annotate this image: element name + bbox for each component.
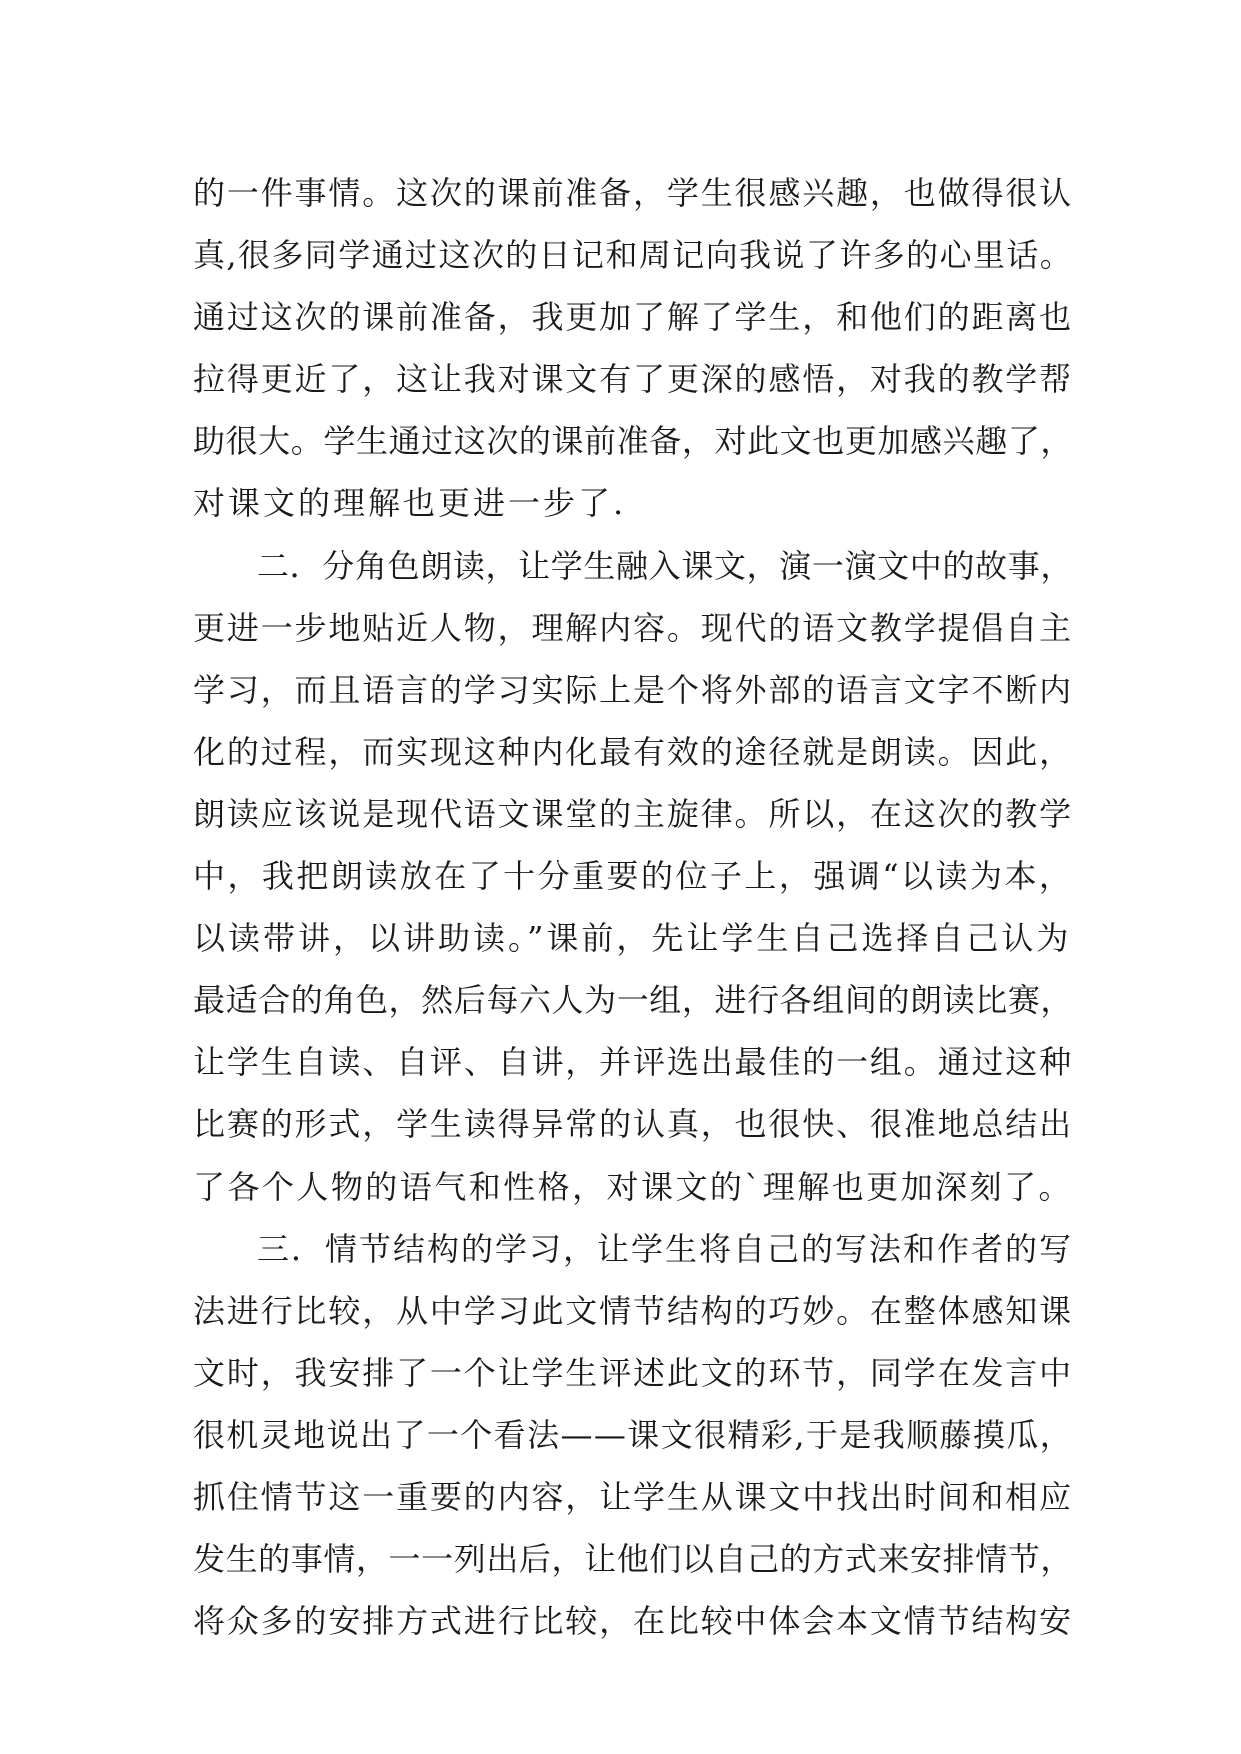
- text-line: 让学生自读、自评、自讲，并评选出最佳的一组。通过这种: [193, 1043, 1074, 1082]
- text-line: 法进行比较，从中学习此文情节结构的巧妙。在整体感知课: [193, 1291, 1074, 1330]
- paragraph-start-line: 三．情节结构的学习，让学生将自己的写法和作者的写: [257, 1229, 1074, 1268]
- text-line: 中，我把朗读放在了十分重要的位子上，强调“以读为本，: [193, 857, 1074, 896]
- text-line: 将众多的安排方式进行比较，在比较中体会本文情节结构安: [193, 1602, 1074, 1641]
- text-line: 朗读应该说是现代语文课堂的主旋律。所以，在这次的教学: [193, 794, 1074, 833]
- text-line: 学习，而且语言的学习实际上是个将外部的语言文字不断内: [193, 670, 1074, 709]
- paragraph-start-line: 二．分角色朗读，让学生融入课文，演一演文中的故事，: [257, 546, 1074, 585]
- text-line: 助很大。学生通过这次的课前准备，对此文也更加感兴趣了，: [193, 422, 1074, 461]
- text-line: 真,很多同学通过这次的日记和周记向我说了许多的心里话。: [193, 236, 1074, 275]
- text-line: 拉得更近了，这让我对课文有了更深的感悟，对我的教学帮: [193, 360, 1074, 399]
- text-line: 很机灵地说出了一个看法——课文很精彩,于是我顺藤摸瓜，: [193, 1415, 1074, 1454]
- text-line: 比赛的形式，学生读得异常的认真，也很快、很准地总结出: [193, 1105, 1074, 1144]
- text-line: 以读带讲，以讲助读。”课前，先让学生自己选择自己认为: [193, 919, 1072, 958]
- text-line: 抓住情节这一重要的内容，让学生从课文中找出时间和相应: [193, 1477, 1074, 1516]
- text-line: 文时，我安排了一个让学生评述此文的环节，同学在发言中: [193, 1353, 1074, 1392]
- text-line: 了各个人物的语气和性格，对课文的`理解也更加深刻了。: [193, 1167, 1074, 1206]
- text-line: 发生的事情，一一列出后，让他们以自己的方式来安排情节，: [193, 1540, 1074, 1579]
- text-line: 化的过程，而实现这种内化最有效的途径就是朗读。因此，: [193, 732, 1074, 771]
- text-line: 的一件事情。这次的课前准备，学生很感兴趣，也做得很认: [193, 174, 1074, 212]
- text-line: 最适合的角色，然后每六人为一组，进行各组间的朗读比赛，: [193, 981, 1074, 1020]
- document-body: [193, 162, 1073, 1652]
- text-line: 对课文的理解也更进一步了.: [193, 484, 627, 523]
- text-line: 通过这次的课前准备，我更加了解了学生，和他们的距离也: [193, 298, 1074, 337]
- text-line: 更进一步地贴近人物，理解内容。现代的语文教学提倡自主: [193, 608, 1074, 647]
